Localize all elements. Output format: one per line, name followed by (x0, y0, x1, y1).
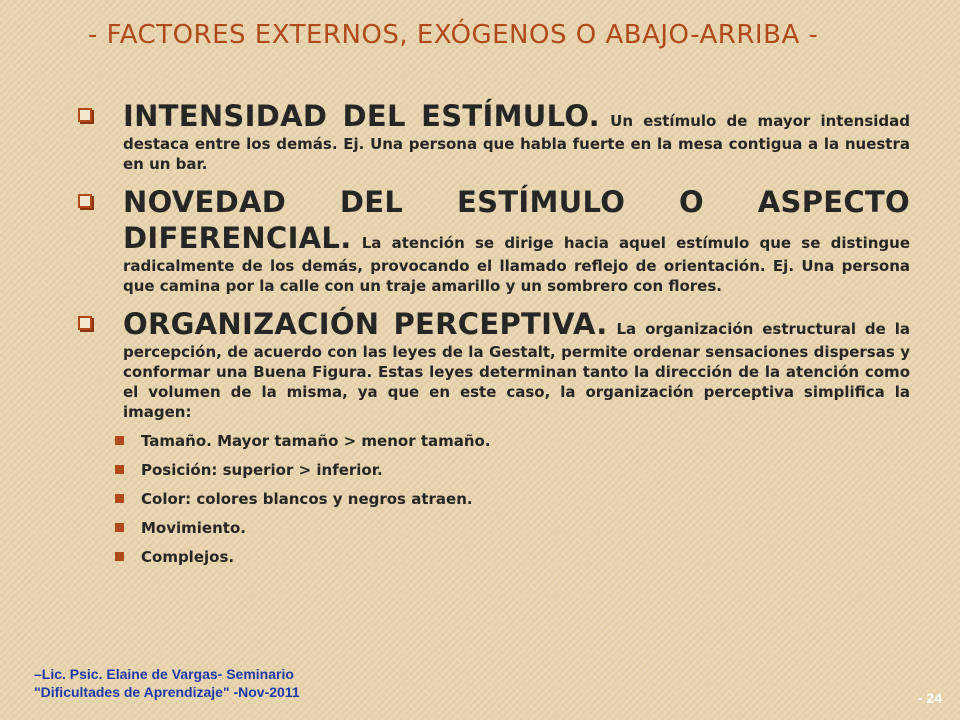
filled-square-bullet-icon (115, 552, 124, 561)
bullet-intensidad (78, 98, 910, 174)
filled-square-bullet-icon (115, 436, 124, 445)
sub-bullet-text: Complejos. (141, 548, 235, 566)
filled-square-bullet-icon (115, 465, 124, 474)
bullet-organizacion (78, 306, 910, 577)
bullet-heading: ORGANIZACIÓN PERCEPTIVA. (123, 307, 608, 341)
sub-bullet-list (115, 432, 910, 577)
sub-bullet-tamano (115, 432, 910, 461)
hollow-square-bullet-icon (78, 108, 92, 122)
bullet-list (78, 98, 910, 587)
sub-bullet-text: Tamaño. Mayor tamaño > menor tamaño. (141, 432, 491, 450)
bullet-text (123, 184, 910, 296)
slide-title: - FACTORES EXTERNOS, EXÓGENOS O ABAJO-ARRIBA - (88, 20, 819, 50)
bullet-text (123, 98, 910, 174)
footer-line-2: "Dificultades de Aprendizaje" -Nov-2011 (34, 684, 300, 700)
filled-square-bullet-icon (115, 494, 124, 503)
bullet-text (123, 306, 910, 422)
hollow-square-bullet-icon (78, 316, 92, 330)
filled-square-bullet-icon (115, 523, 124, 532)
bullet-body: Un estímulo de mayor intensidad destaca entre los demás. Ej. Una persona que habla fuerte en la mesa contigua a la nuestra en un bar. (123, 112, 910, 173)
bullet-heading: NOVEDAD DEL ESTÍMULO O ASPECTO DIFERENCIAL. (123, 185, 910, 255)
sub-bullet-text: Posición: superior > inferior. (141, 461, 383, 479)
bullet-heading: INTENSIDAD DEL ESTÍMULO. (123, 99, 600, 133)
bullet-novedad (78, 184, 910, 296)
sub-bullet-color (115, 490, 910, 519)
sub-bullet-posicion (115, 461, 910, 490)
bullet-body: La organización estructural de la percepción, de acuerdo con las leyes de la Gestalt, permite ordenar sensaciones dispersas y conformar una Buena Figura. Estas leyes determinan tanto la dirección de la atención como el volumen de la misma, ya que en este caso, la organización perceptiva simplifica la imagen: (123, 320, 910, 421)
footer-line-1: –Lic. Psic. Elaine de Vargas- Seminario (34, 666, 294, 682)
sub-bullet-text: Movimiento. (141, 519, 246, 537)
bullet-body: La atención se dirige hacia aquel estímulo que se distingue radicalmente de los demás, provocando el llamado reflejo de orientación. Ej. Una persona que camina por la calle con un traje amarillo y un sombrero con flores. (123, 234, 910, 295)
page-number: - 24 (917, 690, 942, 706)
sub-bullet-text: Color: colores blancos y negros atraen. (141, 490, 473, 508)
hollow-square-bullet-icon (78, 194, 92, 208)
footer-credit (34, 665, 374, 701)
sub-bullet-complejos (115, 548, 910, 577)
sub-bullet-movimiento (115, 519, 910, 548)
